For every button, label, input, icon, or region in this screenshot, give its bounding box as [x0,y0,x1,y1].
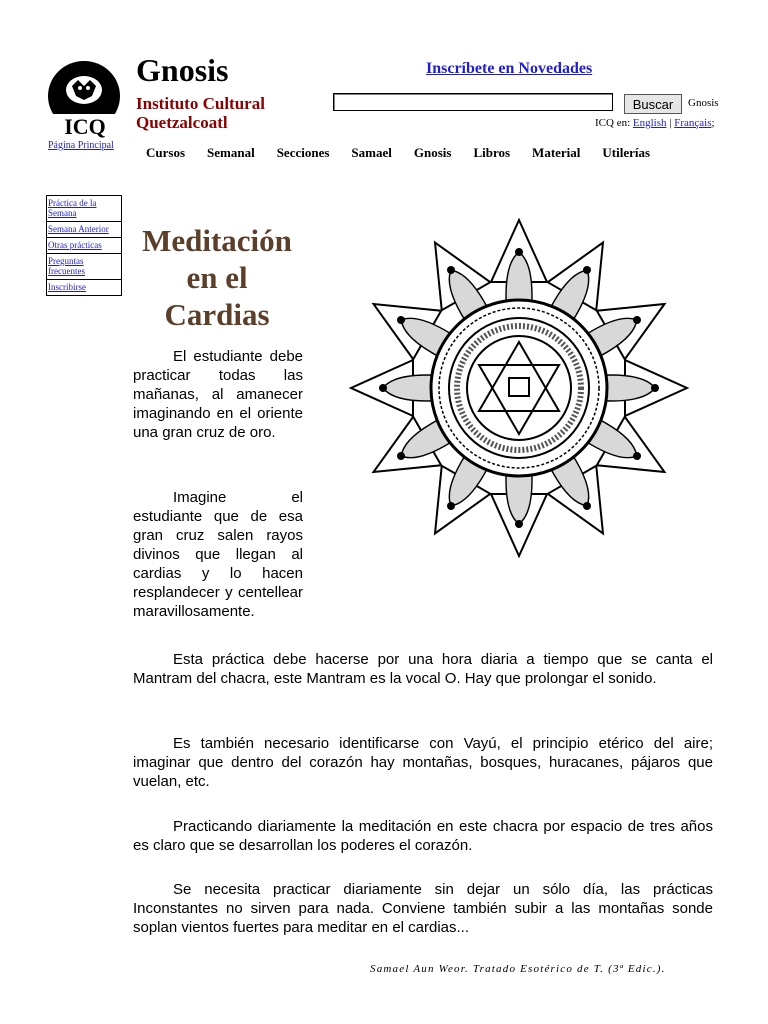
article-paragraph: Se necesita practicar diariamente sin dejar un sólo día, las prácticas Inconstantes no sirven para nada. Conviene también subir a las montañas sonde soplan vientos fuertes para meditar en el cardias... [133,881,713,936]
nav-item-cursos[interactable]: Cursos [146,145,186,160]
article-paragraph: Esta práctica debe hacerse por una hora diaria a tiempo que se canta el Mantram del chacra, este Mantram es la vocal O. Hay que prolongar el sonido. [133,651,713,687]
icq-logo[interactable] [46,60,124,138]
side-menu-item[interactable]: Semana Anterior [47,222,121,238]
english-link[interactable]: English [632,117,667,129]
logo-text: ICQ [64,114,106,138]
side-menu-item[interactable]: Otras prácticas [47,238,121,254]
side-menu [46,195,122,296]
language-suffix: ; [711,117,715,129]
nav-item-secciones[interactable]: Secciones [276,145,330,160]
side-menu-item[interactable]: Preguntas frecuentes [47,254,121,280]
subscribe-link[interactable]: Inscríbete en Novedades [426,60,593,77]
article-paragraph: Imagine el estudiante que de esa gran cruz salen rayos divinos que llegan al cardias y lo hacen resplandecer y centellear maravillosamente. [133,489,303,620]
nav-item-libros[interactable]: Libros [473,145,511,160]
citation: Samael Aun Weor. Tratado Esotérico de T. (3ª Edic.). [370,963,666,975]
article-title: Meditación en el Cardias [142,223,292,332]
article-paragraph: El estudiante debe practicar todas las mañanas, al amanecer imaginando en el oriente una gran cruz de oro. [133,348,303,441]
side-menu-item[interactable]: Inscribirse [48,282,86,292]
nav-item-semanal[interactable]: Semanal [207,145,255,160]
main-nav [146,145,672,161]
search-button[interactable]: Buscar [624,94,682,114]
french-link[interactable]: Français [674,117,712,129]
nav-item-gnosis[interactable]: Gnosis [413,145,452,160]
nav-item-material[interactable]: Material [532,145,581,160]
language-separator: | [666,117,675,129]
article-paragraph: Es también necesario identificarse con Vayú, el principio etérico del aire; imaginar que dentro del corazón hay montañas, bosques, huracanes, pájaros que vuelan, etc. [133,735,713,790]
search-scope-label: Gnosis [688,97,719,109]
language-bar [595,117,715,129]
site-subtitle: Instituto Cultural Quetzalcoatl [136,94,265,132]
search-input[interactable] [333,93,613,111]
heart-chakra-mandala-image [343,212,695,564]
site-title: Gnosis [136,52,229,88]
article-paragraph: Practicando diariamente la meditación en este chacra por espacio de tres años es claro que se desarrollan los poderes el corazón. [133,818,713,854]
nav-item-utilerias[interactable]: Utilerías [602,145,651,160]
home-link[interactable]: Página Principal [48,140,114,151]
side-menu-item[interactable]: Práctica de la Semana [47,196,121,222]
language-prefix: ICQ en: [595,117,633,129]
nav-item-samael[interactable]: Samael [351,145,392,160]
